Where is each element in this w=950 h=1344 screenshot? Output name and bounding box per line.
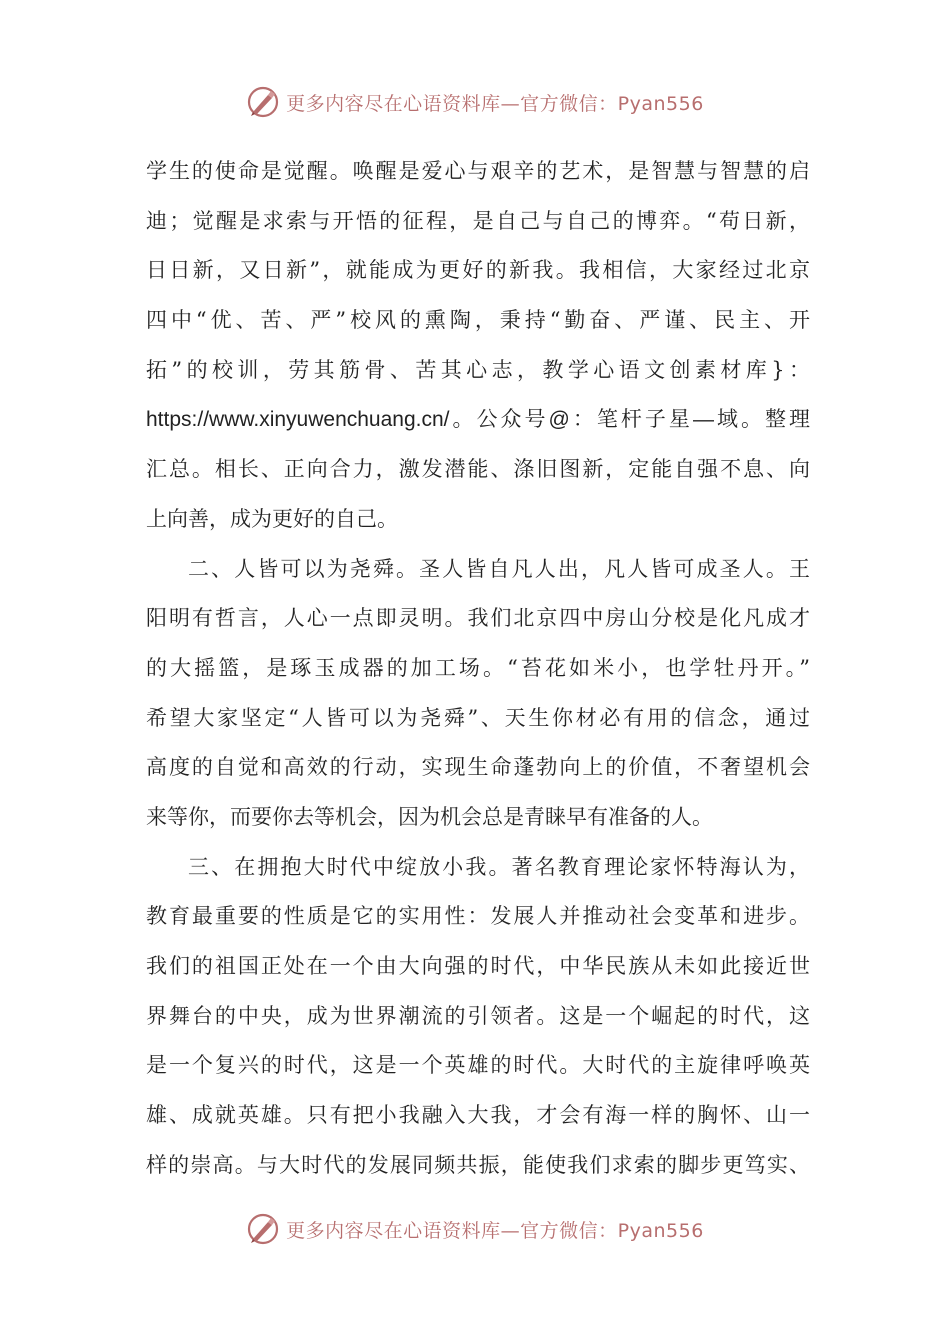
text-line: 高度的自觉和高效的行动，实现生命蓬勃向上的价值，不奢望机会 xyxy=(146,755,810,780)
text-line: 的大摇篮，是琢玉成器的加工场。“苔花如米小，也学牡丹开。” xyxy=(146,655,810,680)
banner-text: 更多内容尽在心语资料库—官方微信：Pyan556 xyxy=(286,1219,704,1242)
text-line: 三、在拥抱大时代中绽放小我。著名教育理论家怀特海认为， xyxy=(188,854,810,879)
banner-text: 更多内容尽在心语资料库—官方微信：Pyan556 xyxy=(286,92,704,115)
text-line: 日日新，又日新”，就能成为更好的新我。我相信，大家经过北京 xyxy=(146,258,810,283)
header-banner xyxy=(0,80,950,124)
text-line: 学生的使命是觉醒。唤醒是爱心与艰辛的艺术，是智慧与智慧的启 xyxy=(146,159,810,183)
text-line: 汇总。相长、正向合力，激发潜能、涤旧图新，定能自强不息、向 xyxy=(146,457,810,482)
text-line: 上向善，成为更好的自己。 xyxy=(146,506,398,531)
pen-logo-icon xyxy=(246,1212,280,1246)
document-body xyxy=(146,147,810,1190)
text-line: 来等你，而要你去等机会，因为机会总是青睐早有准备的人。 xyxy=(146,804,713,829)
pen-logo-icon xyxy=(246,85,280,119)
text-line: 是一个复兴的时代，这是一个英雄的时代。大时代的主旋律呼唤英 xyxy=(146,1053,810,1078)
text-line: 雄、成就英雄。只有把小我融入大我，才会有海一样的胸怀、山一 xyxy=(146,1103,810,1128)
footer-banner xyxy=(0,1207,950,1251)
text-line: 二、人皆可以为尧舜。圣人皆自凡人出，凡人皆可成圣人。王 xyxy=(188,556,810,581)
text-line: 界舞台的中央，成为世界潮流的引领者。这是一个崛起的时代，这 xyxy=(146,1003,810,1028)
paragraph-1 xyxy=(146,147,810,545)
text-line: 希望大家坚定“人皆可以为尧舜”、天生你材必有用的信念，通过 xyxy=(146,705,810,730)
text-line: 样的崇高。与大时代的发展同频共振，能使我们求索的脚步更笃实、 xyxy=(146,1152,810,1177)
paragraph-3 xyxy=(146,843,810,1191)
url-text-line: https://www.xinyuwenchuang.cn/。公众号@：笔杆子星—域。整理 xyxy=(146,408,810,432)
text-line: 拓”的校训，劳其筋骨、苦其心志，教学心语文创素材库}： xyxy=(146,357,810,382)
paragraph-2 xyxy=(146,545,810,843)
text-line: 教育最重要的性质是它的实用性：发展人并推动社会变革和进步。 xyxy=(146,904,810,929)
text-line: 我们的祖国正处在一个由大向强的时代，中华民族从未如此接近世 xyxy=(146,954,810,978)
text-line: 迪；觉醒是求索与开悟的征程，是自己与自己的博弈。“苟日新， xyxy=(146,208,810,233)
text-line: 四中“优、苦、严”校风的熏陶，秉持“勤奋、严谨、民主、开 xyxy=(146,308,810,333)
text-line: 阳明有哲言，人心一点即灵明。我们北京四中房山分校是化凡成才 xyxy=(146,606,810,631)
